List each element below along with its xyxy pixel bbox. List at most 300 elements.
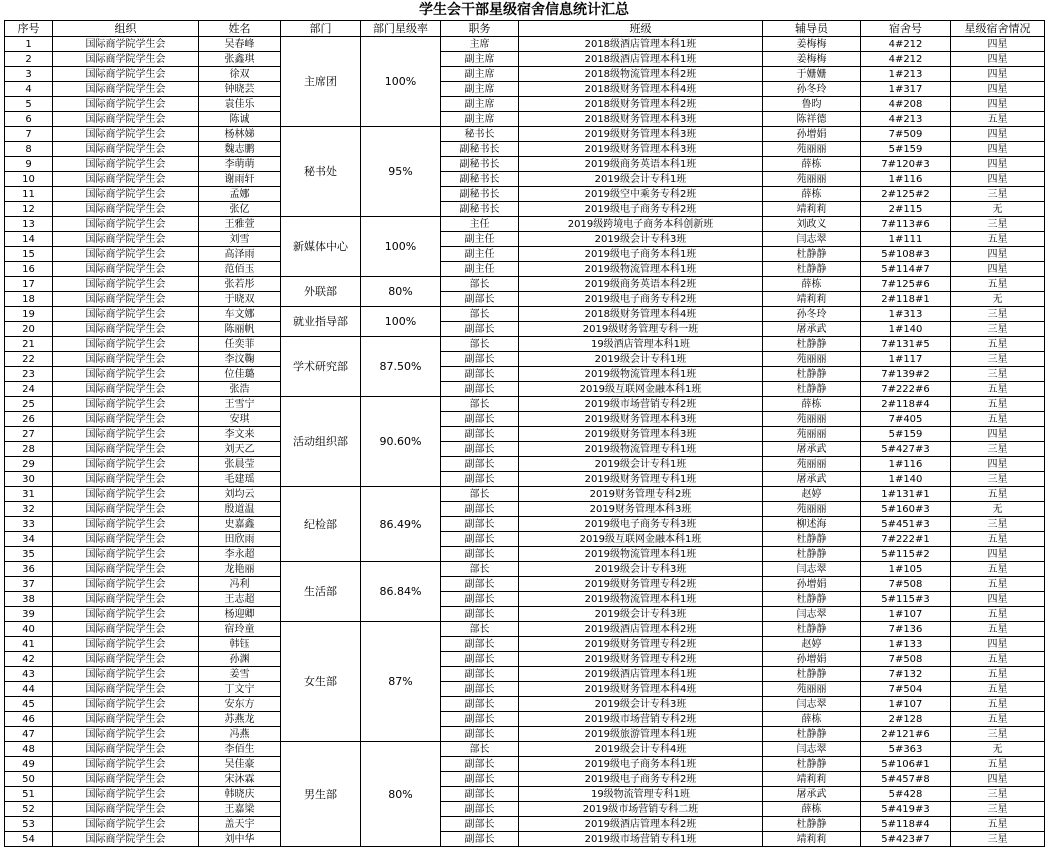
- cell-dept: 新媒体中心: [281, 217, 361, 277]
- cell-class: 2019级酒店管理本科2班: [519, 622, 763, 637]
- cell-dorm: 5#160#3: [861, 502, 951, 517]
- cell-counselor: 孙冬玲: [763, 307, 861, 322]
- cell-class: 19级物流管理专科1班: [519, 787, 763, 802]
- header-dorm: 宿舍号: [861, 21, 951, 37]
- cell-name: 张晨莹: [199, 457, 281, 472]
- cell-org: 国际商学院学生会: [53, 412, 199, 427]
- cell-class: 2018级酒店管理本科1班: [519, 37, 763, 52]
- cell-no: 26: [5, 412, 53, 427]
- cell-position: 副主席: [441, 97, 519, 112]
- table-row: [5, 217, 1045, 232]
- cell-dorm: 1#116: [861, 172, 951, 187]
- cell-org: 国际商学院学生会: [53, 112, 199, 127]
- cell-class: 2019级财务管理专科1班: [519, 472, 763, 487]
- cell-name: 韩晓庆: [199, 787, 281, 802]
- cell-position: 副主席: [441, 112, 519, 127]
- cell-class: 2019级财务管理专科2班: [519, 577, 763, 592]
- cell-position: 副部长: [441, 532, 519, 547]
- cell-name: 刘均云: [199, 487, 281, 502]
- table-body: [5, 37, 1045, 847]
- cell-star: 三星: [951, 832, 1045, 847]
- cell-counselor: 杜静静: [763, 667, 861, 682]
- cell-class: 2019级电子商务专科3班: [519, 517, 763, 532]
- cell-no: 15: [5, 247, 53, 262]
- cell-dorm: 7#508: [861, 577, 951, 592]
- cell-no: 45: [5, 697, 53, 712]
- cell-dorm: 1#107: [861, 607, 951, 622]
- cell-org: 国际商学院学生会: [53, 772, 199, 787]
- cell-org: 国际商学院学生会: [53, 247, 199, 262]
- cell-no: 24: [5, 382, 53, 397]
- cell-star: 三星: [951, 367, 1045, 382]
- cell-star: 三星: [951, 442, 1045, 457]
- cell-counselor: 姜梅梅: [763, 52, 861, 67]
- cell-position: 副主任: [441, 247, 519, 262]
- cell-counselor: 苑丽丽: [763, 457, 861, 472]
- cell-counselor: 闫志翠: [763, 232, 861, 247]
- cell-position: 部长: [441, 742, 519, 757]
- cell-position: 副部长: [441, 832, 519, 847]
- cell-dorm: 7#504: [861, 682, 951, 697]
- cell-counselor: 闫志翠: [763, 607, 861, 622]
- table-row: [5, 352, 1045, 367]
- cell-dept: 秘书处: [281, 127, 361, 217]
- cell-class: 2018级财务管理本科2班: [519, 97, 763, 112]
- cell-star: 五星: [951, 562, 1045, 577]
- cell-class: 2019级物流管理本科1班: [519, 262, 763, 277]
- cell-name: 毛建瑶: [199, 472, 281, 487]
- cell-name: 田欣雨: [199, 532, 281, 547]
- cell-name: 宋沐霖: [199, 772, 281, 787]
- cell-org: 国际商学院学生会: [53, 187, 199, 202]
- table-row: [5, 547, 1045, 562]
- cell-star: 三星: [951, 307, 1045, 322]
- cell-class: 2019级空中乘务专科2班: [519, 187, 763, 202]
- cell-org: 国际商学院学生会: [53, 832, 199, 847]
- table-row: [5, 697, 1045, 712]
- table-row: [5, 637, 1045, 652]
- spreadsheet: [4, 0, 1044, 847]
- cell-counselor: 屠承武: [763, 472, 861, 487]
- cell-counselor: 苑丽丽: [763, 427, 861, 442]
- cell-name: 龙艳丽: [199, 562, 281, 577]
- cell-org: 国际商学院学生会: [53, 802, 199, 817]
- cell-name: 姜雪: [199, 667, 281, 682]
- cell-name: 王雪宁: [199, 397, 281, 412]
- cell-dept-rate: 80%: [361, 277, 441, 307]
- cell-no: 35: [5, 547, 53, 562]
- cell-dorm: 7#120#3: [861, 157, 951, 172]
- cell-class: 2019级会计专科3班: [519, 232, 763, 247]
- cell-position: 副主任: [441, 262, 519, 277]
- cell-star: 四星: [951, 82, 1045, 97]
- cell-star: 三星: [951, 727, 1045, 742]
- table-row: [5, 412, 1045, 427]
- table-row: [5, 307, 1045, 322]
- cell-counselor: 闫志翠: [763, 562, 861, 577]
- cell-dorm: 5#118#4: [861, 817, 951, 832]
- cell-org: 国际商学院学生会: [53, 442, 199, 457]
- cell-star: 三星: [951, 322, 1045, 337]
- cell-dorm: 1#111: [861, 232, 951, 247]
- cell-counselor: 孙增娟: [763, 127, 861, 142]
- cell-star: 四星: [951, 157, 1045, 172]
- cell-name: 安东方: [199, 697, 281, 712]
- cell-position: 副部长: [441, 787, 519, 802]
- table-row: [5, 772, 1045, 787]
- cell-position: 副部长: [441, 457, 519, 472]
- table-row: [5, 562, 1045, 577]
- cell-position: 副部长: [441, 352, 519, 367]
- cell-position: 副秘书长: [441, 157, 519, 172]
- cell-dorm: 2#121#6: [861, 727, 951, 742]
- header-org: 组织: [53, 21, 199, 37]
- cell-counselor: 闫志翠: [763, 742, 861, 757]
- cell-class: 2019级电子商务本科1班: [519, 757, 763, 772]
- cell-no: 19: [5, 307, 53, 322]
- cell-dorm: 5#115#2: [861, 547, 951, 562]
- cell-dorm: 7#222#1: [861, 532, 951, 547]
- cell-position: 副部长: [441, 502, 519, 517]
- cell-name: 范佰玉: [199, 262, 281, 277]
- cell-name: 王志超: [199, 592, 281, 607]
- cell-position: 副部长: [441, 757, 519, 772]
- cell-position: 副主任: [441, 232, 519, 247]
- cell-no: 38: [5, 592, 53, 607]
- cell-org: 国际商学院学生会: [53, 607, 199, 622]
- cell-name: 安琪: [199, 412, 281, 427]
- cell-position: 部长: [441, 622, 519, 637]
- cell-star: 四星: [951, 457, 1045, 472]
- cell-class: 2019级商务英语本科2班: [519, 277, 763, 292]
- cell-name: 陈诚: [199, 112, 281, 127]
- cell-dorm: 7#132: [861, 667, 951, 682]
- cell-dorm: 4#212: [861, 37, 951, 52]
- cell-position: 部长: [441, 337, 519, 352]
- cell-dept-rate: 86.49%: [361, 487, 441, 562]
- cell-org: 国际商学院学生会: [53, 352, 199, 367]
- cell-star: 五星: [951, 397, 1045, 412]
- table-row: [5, 727, 1045, 742]
- cell-name: 张若彤: [199, 277, 281, 292]
- cell-no: 41: [5, 637, 53, 652]
- cell-counselor: 靖莉莉: [763, 772, 861, 787]
- cell-counselor: 杜静静: [763, 817, 861, 832]
- table-row: [5, 577, 1045, 592]
- cell-name: 吴春峰: [199, 37, 281, 52]
- cell-org: 国际商学院学生会: [53, 67, 199, 82]
- cell-dept-rate: 100%: [361, 307, 441, 337]
- cell-dept-rate: 90.60%: [361, 397, 441, 487]
- cell-name: 袁佳乐: [199, 97, 281, 112]
- table-row: [5, 802, 1045, 817]
- cell-class: 2019级物流管理本科1班: [519, 592, 763, 607]
- cell-no: 6: [5, 112, 53, 127]
- table-row: [5, 787, 1045, 802]
- cell-position: 副部长: [441, 427, 519, 442]
- cell-class: 2019级跨境电子商务本科创新班: [519, 217, 763, 232]
- cell-position: 副部长: [441, 817, 519, 832]
- cell-counselor: 刘政义: [763, 217, 861, 232]
- cell-org: 国际商学院学生会: [53, 682, 199, 697]
- cell-counselor: 杜静静: [763, 337, 861, 352]
- cell-position: 副部长: [441, 517, 519, 532]
- cell-class: 2019级财务管理本科4班: [519, 682, 763, 697]
- cell-dept: 外联部: [281, 277, 361, 307]
- table-row: [5, 142, 1045, 157]
- cell-org: 国际商学院学生会: [53, 322, 199, 337]
- table-row: [5, 532, 1045, 547]
- cell-position: 副部长: [441, 367, 519, 382]
- cell-name: 魏志鹏: [199, 142, 281, 157]
- cell-star: 四星: [951, 247, 1045, 262]
- cell-class: 2019级电子商务专科2班: [519, 772, 763, 787]
- cell-no: 48: [5, 742, 53, 757]
- cell-star: 四星: [951, 67, 1045, 82]
- cell-star: 四星: [951, 427, 1045, 442]
- cell-counselor: 薛栋: [763, 712, 861, 727]
- cell-position: 副部长: [441, 592, 519, 607]
- cell-dorm: 1#317: [861, 82, 951, 97]
- cell-org: 国际商学院学生会: [53, 172, 199, 187]
- cell-name: 殷道温: [199, 502, 281, 517]
- header-star: 星级宿舍情况: [951, 21, 1045, 37]
- cell-position: 主席: [441, 37, 519, 52]
- cell-position: 副主席: [441, 67, 519, 82]
- cell-name: 刘中华: [199, 832, 281, 847]
- cell-dorm: 1#313: [861, 307, 951, 322]
- cell-dorm: 7#131#5: [861, 337, 951, 352]
- cell-org: 国际商学院学生会: [53, 622, 199, 637]
- cell-class: 2019级会计专科4班: [519, 742, 763, 757]
- cell-name: 李文来: [199, 427, 281, 442]
- cell-dept: 男生部: [281, 742, 361, 847]
- table-row: [5, 337, 1045, 352]
- cell-class: 2019级财务管理本科3班: [519, 127, 763, 142]
- cell-star: 四星: [951, 592, 1045, 607]
- cell-name: 孙渊: [199, 652, 281, 667]
- cell-org: 国际商学院学生会: [53, 217, 199, 232]
- cell-star: 三星: [951, 217, 1045, 232]
- cell-dorm: 4#213: [861, 112, 951, 127]
- header-no: 序号: [5, 21, 53, 37]
- cell-name: 张浩: [199, 382, 281, 397]
- cell-no: 49: [5, 757, 53, 772]
- cell-name: 徐双: [199, 67, 281, 82]
- header-class: 班级: [519, 21, 763, 37]
- cell-name: 李萌萌: [199, 157, 281, 172]
- cell-no: 10: [5, 172, 53, 187]
- cell-counselor: 苑丽丽: [763, 682, 861, 697]
- cell-star: 四星: [951, 637, 1045, 652]
- table-row: [5, 52, 1045, 67]
- cell-position: 副部长: [441, 772, 519, 787]
- cell-star: 五星: [951, 682, 1045, 697]
- cell-counselor: 杜静静: [763, 247, 861, 262]
- cell-dept-rate: 86.84%: [361, 562, 441, 622]
- cell-position: 副部长: [441, 382, 519, 397]
- table-row: [5, 682, 1045, 697]
- cell-dorm: 5#428: [861, 787, 951, 802]
- cell-org: 国际商学院学生会: [53, 382, 199, 397]
- cell-dorm: 5#423#7: [861, 832, 951, 847]
- cell-counselor: 于姗姗: [763, 67, 861, 82]
- table-row: [5, 97, 1045, 112]
- cell-counselor: 赵婷: [763, 487, 861, 502]
- cell-counselor: 薛栋: [763, 802, 861, 817]
- cell-position: 副部长: [441, 442, 519, 457]
- cell-star: 五星: [951, 757, 1045, 772]
- cell-org: 国际商学院学生会: [53, 652, 199, 667]
- cell-position: 副部长: [441, 652, 519, 667]
- cell-counselor: 赵婷: [763, 637, 861, 652]
- cell-class: 2018级财务管理本科4班: [519, 307, 763, 322]
- cell-position: 副部长: [441, 802, 519, 817]
- cell-counselor: 杜静静: [763, 532, 861, 547]
- cell-counselor: 苑丽丽: [763, 142, 861, 157]
- cell-dorm: 5#159: [861, 142, 951, 157]
- cell-no: 3: [5, 67, 53, 82]
- cell-position: 副秘书长: [441, 187, 519, 202]
- cell-class: 2019级会计专科1班: [519, 172, 763, 187]
- cell-star: 四星: [951, 52, 1045, 67]
- table-row: [5, 607, 1045, 622]
- cell-org: 国际商学院学生会: [53, 157, 199, 172]
- cell-no: 50: [5, 772, 53, 787]
- table-row: [5, 37, 1045, 52]
- cell-star: 五星: [951, 382, 1045, 397]
- cell-star: 五星: [951, 337, 1045, 352]
- cell-counselor: 孙增娟: [763, 652, 861, 667]
- table-row: [5, 232, 1045, 247]
- cell-name: 陈丽帆: [199, 322, 281, 337]
- cell-class: 2019级会计专科1班: [519, 352, 763, 367]
- table-row: [5, 367, 1045, 382]
- cell-position: 副部长: [441, 472, 519, 487]
- cell-no: 53: [5, 817, 53, 832]
- cell-org: 国际商学院学生会: [53, 397, 199, 412]
- cell-counselor: 苑丽丽: [763, 352, 861, 367]
- cell-name: 刘雪: [199, 232, 281, 247]
- cell-class: 2019级财务管理本科3班: [519, 427, 763, 442]
- cell-star: 五星: [951, 112, 1045, 127]
- cell-dept: 生活部: [281, 562, 361, 622]
- cell-org: 国际商学院学生会: [53, 547, 199, 562]
- cell-no: 47: [5, 727, 53, 742]
- cell-no: 51: [5, 787, 53, 802]
- cell-position: 部长: [441, 562, 519, 577]
- cell-org: 国际商学院学生会: [53, 97, 199, 112]
- cell-class: 2019级市场营销专科2班: [519, 712, 763, 727]
- cell-name: 吴佳豪: [199, 757, 281, 772]
- cell-no: 30: [5, 472, 53, 487]
- table-row: [5, 622, 1045, 637]
- cell-position: 副部长: [441, 607, 519, 622]
- table-row: [5, 757, 1045, 772]
- cell-class: 2019级会计专科3班: [519, 697, 763, 712]
- cell-position: 副部长: [441, 637, 519, 652]
- cell-dept-rate: 100%: [361, 217, 441, 277]
- cell-class: 2019级会计专科3班: [519, 607, 763, 622]
- cell-org: 国际商学院学生会: [53, 757, 199, 772]
- table-row: [5, 157, 1045, 172]
- cell-org: 国际商学院学生会: [53, 817, 199, 832]
- cell-counselor: 姜梅梅: [763, 37, 861, 52]
- cell-dorm: 1#133: [861, 637, 951, 652]
- cell-dept: 活动组织部: [281, 397, 361, 487]
- cell-org: 国际商学院学生会: [53, 232, 199, 247]
- cell-star: 五星: [951, 577, 1045, 592]
- header-row: [5, 21, 1045, 37]
- cell-no: 11: [5, 187, 53, 202]
- cell-name: 王嘉梁: [199, 802, 281, 817]
- cell-position: 副部长: [441, 577, 519, 592]
- cell-no: 16: [5, 262, 53, 277]
- cell-no: 32: [5, 502, 53, 517]
- cell-counselor: 鲁昀: [763, 97, 861, 112]
- cell-org: 国际商学院学生会: [53, 337, 199, 352]
- cell-class: 19级酒店管理本科1班: [519, 337, 763, 352]
- cell-counselor: 柳述海: [763, 517, 861, 532]
- cell-position: 副部长: [441, 697, 519, 712]
- cell-counselor: 孙增娟: [763, 577, 861, 592]
- cell-no: 29: [5, 457, 53, 472]
- table-row: [5, 427, 1045, 442]
- cell-dorm: 1#140: [861, 472, 951, 487]
- cell-name: 史嘉鑫: [199, 517, 281, 532]
- cell-position: 副主席: [441, 82, 519, 97]
- table-row: [5, 172, 1045, 187]
- cell-position: 副部长: [441, 292, 519, 307]
- cell-dorm: 1#107: [861, 697, 951, 712]
- cell-no: 20: [5, 322, 53, 337]
- cell-position: 副部长: [441, 712, 519, 727]
- cell-counselor: 靖莉莉: [763, 202, 861, 217]
- cell-star: 三星: [951, 787, 1045, 802]
- table-row: [5, 82, 1045, 97]
- cell-dorm: 7#509: [861, 127, 951, 142]
- cell-class: 2019级财务管理专科2班: [519, 652, 763, 667]
- cell-name: 冯燕: [199, 727, 281, 742]
- cell-org: 国际商学院学生会: [53, 532, 199, 547]
- cell-counselor: 杜静静: [763, 592, 861, 607]
- cell-no: 52: [5, 802, 53, 817]
- cell-no: 2: [5, 52, 53, 67]
- cell-dorm: 4#208: [861, 97, 951, 112]
- table-row: [5, 187, 1045, 202]
- cell-org: 国际商学院学生会: [53, 502, 199, 517]
- cell-dorm: 5#363: [861, 742, 951, 757]
- cell-counselor: 杜静静: [763, 547, 861, 562]
- cell-org: 国际商学院学生会: [53, 262, 199, 277]
- cell-no: 7: [5, 127, 53, 142]
- cell-no: 1: [5, 37, 53, 52]
- cell-class: 2019级物流管理本科1班: [519, 547, 763, 562]
- table-row: [5, 397, 1045, 412]
- cell-dorm: 2#128: [861, 712, 951, 727]
- cell-dorm: 5#114#7: [861, 262, 951, 277]
- cell-name: 任奕菲: [199, 337, 281, 352]
- cell-class: 2019级市场营销专科二班: [519, 802, 763, 817]
- cell-position: 副部长: [441, 412, 519, 427]
- cell-no: 14: [5, 232, 53, 247]
- cell-class: 2018级财务管理本科3班: [519, 112, 763, 127]
- cell-star: 五星: [951, 232, 1045, 247]
- cell-dorm: 2#118#4: [861, 397, 951, 412]
- cell-position: 部长: [441, 487, 519, 502]
- cell-no: 36: [5, 562, 53, 577]
- cell-name: 杨迎卿: [199, 607, 281, 622]
